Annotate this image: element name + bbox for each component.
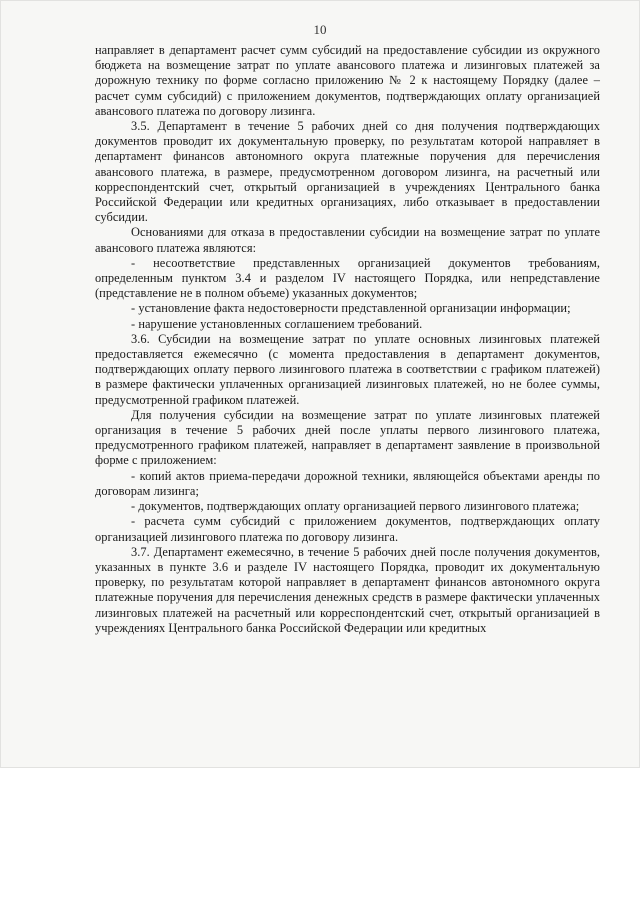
list-item: - нарушение установленных соглашением требований. bbox=[131, 316, 423, 331]
paragraph: направляет в департамент расчет сумм субсидий на предоставление субсидии из окружного бюджета на возмещение затрат по уплате авансового платежа и лизинговых платежей за дорожную технику по форме согласно приложению № 2 к настоящему Порядку (далее – расчет сумм субсидий) с приложением документов, подтверждающих оплату организацией авансового платежа по договору лизинга. bbox=[95, 43, 600, 118]
list-item: - копий актов приема-передачи дорожной техники, являющейся объектами аренды по договорам лизинга; bbox=[95, 468, 600, 498]
paragraph: Для получения субсидии на возмещение затрат по уплате лизинговых платежей организация в течение 5 рабочих дней после уплаты первого лизингового платежа, предусмотренного графиком платежей, направляет в департамент заявление в произвольной форме с приложением: bbox=[95, 407, 600, 468]
paragraph: Основаниями для отказа в предоставлении субсидии на возмещение затрат по уплате авансового платежа являются: bbox=[95, 225, 600, 255]
paragraph: 3.5. Департамент в течение 5 рабочих дней со дня получения подтверждающих документов проводит их документальную проверку, по результатам которой направляет в департамент финансов автономного округа платежные поручения для перечисления авансового платежа, в размере, предусмотренном договором лизинга, на расчетный или корреспондентский счет, открытый организацией в учреждениях Центрального банка Российской Федерации или кредитных организациях, либо отказывает в предоставлении субсидии. bbox=[95, 119, 600, 225]
paragraph: 3.7. Департамент ежемесячно, в течение 5 рабочих дней после получения документов, указанных в пункте 3.6 и разделе IV настоящего Порядка, проводит их документальную проверку, по результатам которой направляет в департамент финансов автономного округа платежные поручения для перечисления денежных средств в размере фактически уплаченных лизинговых платежей на расчетный или корреспондентский счет, открытый организацией в учреждениях Центрального банка Российской Федерации или кредитных bbox=[95, 544, 600, 635]
list-item: - расчета сумм субсидий с приложением документов, подтверждающих оплату организацией лизингового платежа по договору лизинга. bbox=[95, 514, 600, 544]
paragraph: 3.6. Субсидии на возмещение затрат по уплате основных лизинговых платежей предоставляется ежемесячно (с момента предоставления в департамент документов, подтверждающих оплату первого лизингового платежа в соответствии с графиком платежей) в размере фактически уплаченных организацией лизинговых платежей, но не более суммы, предусмотренной графиком платежей. bbox=[95, 331, 600, 407]
list-item: - установление факта недостоверности представленной организации информации; bbox=[131, 301, 571, 316]
page-number: 10 bbox=[313, 22, 327, 37]
list-item: - несоответствие представленных организацией документов требованиям, определенным пунктом 3.4 и разделом IV настоящего Порядка, или непредставление (представление не в полном объеме) указанных документов; bbox=[95, 255, 600, 301]
blank-area bbox=[0, 768, 640, 905]
list-item: - документов, подтверждающих оплату организацией первого лизингового платежа; bbox=[131, 499, 580, 514]
document-body bbox=[95, 43, 600, 636]
